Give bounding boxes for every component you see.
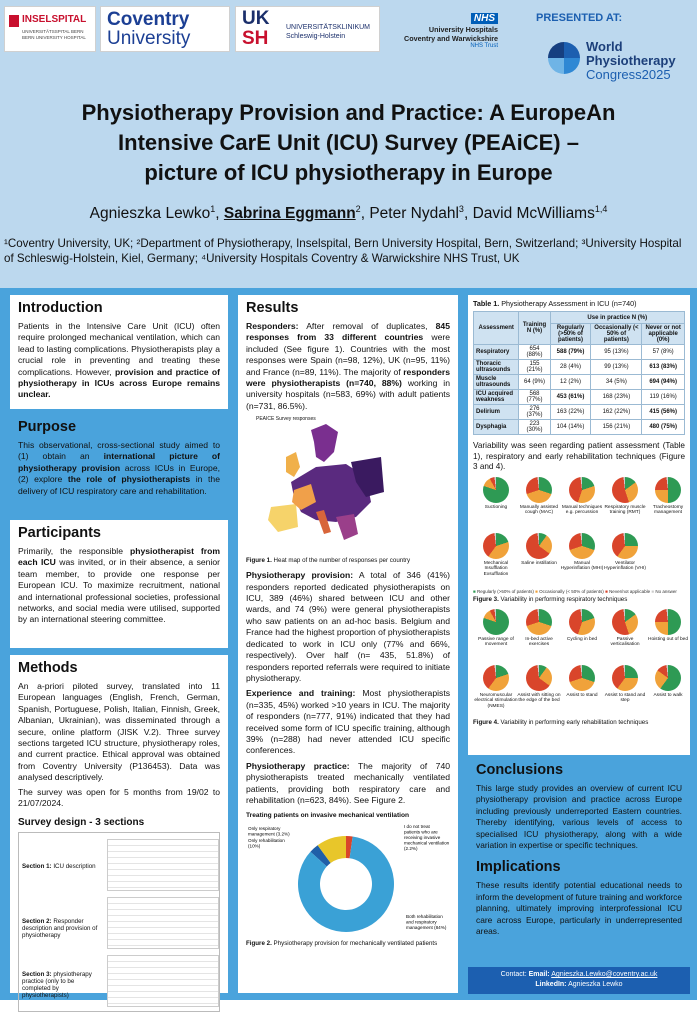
pie-icon bbox=[569, 609, 595, 635]
technique-pie bbox=[473, 609, 519, 648]
pie-icon bbox=[612, 609, 638, 635]
results-p4-b: Physiotherapy practice: bbox=[246, 760, 350, 771]
cell-training: 568 (77%) bbox=[519, 390, 550, 405]
cell-never: 415 (56%) bbox=[642, 405, 685, 420]
pie-icon bbox=[569, 533, 595, 559]
congress-line2: Physiotherapy bbox=[586, 53, 676, 68]
pie-label: Passive range of movement bbox=[478, 636, 514, 648]
methods-heading: Methods bbox=[18, 660, 78, 676]
pie-label: Assist to walk bbox=[653, 692, 683, 698]
pie-icon bbox=[655, 477, 681, 503]
results-p3-text: Most physiotherapists (n=335, 45%) worked >10 years in ICU. The majority of responders (n=777, 91%) indicated that they had received some form of ICU specific training, although 39% (n=288) had never attended ICU specific conferences. bbox=[246, 688, 451, 756]
purpose-panel bbox=[10, 414, 228, 508]
results-p1-b2: 845 responses from 33 different countries bbox=[246, 321, 450, 343]
purpose-t3: in the delivery of ICU respiratory care and rehabilitation. bbox=[18, 474, 220, 496]
cell-occ: 162 (22%) bbox=[591, 405, 642, 420]
cell-training: 223 (30%) bbox=[519, 420, 550, 435]
technique-pie bbox=[473, 533, 519, 578]
cell-occ: 168 (23%) bbox=[591, 390, 642, 405]
pie-label: Neuromuscular electrical stimulation (NMES) bbox=[474, 692, 518, 709]
contact-label: Contact: bbox=[500, 971, 527, 978]
legend-noans: No answer bbox=[655, 588, 677, 594]
conclusions-heading: Conclusions bbox=[476, 762, 564, 778]
europe-heat-map bbox=[256, 422, 386, 554]
survey-section-2 bbox=[22, 918, 102, 939]
contact-email-line bbox=[468, 970, 690, 980]
pie-label: Hoisting out of bed bbox=[647, 636, 688, 642]
pie-label: Manual techniques e.g. percussion bbox=[561, 504, 603, 516]
row-name: Thoracic ultrasounds bbox=[474, 360, 519, 375]
pie-label: Assist with sitting on the edge of the bed bbox=[517, 692, 561, 704]
figure-4-pies bbox=[473, 609, 688, 717]
table-row bbox=[474, 405, 685, 420]
congress-line3: Congress2025 bbox=[586, 67, 671, 82]
pie-label: Passive verticalisation bbox=[610, 636, 640, 648]
fig3-text: Variability in performing respiratory techniques bbox=[500, 595, 628, 603]
th-never: Never or not applicable (0%) bbox=[642, 324, 685, 345]
pie-icon bbox=[483, 477, 509, 503]
participants-t1: Primarily, the responsible bbox=[18, 546, 123, 556]
inselspital-subtitle: UNIVERSITÄTSSPITAL BERN BERN UNIVERSITY HOSPITAL bbox=[22, 29, 86, 40]
technique-pie bbox=[559, 609, 605, 643]
table-row bbox=[474, 345, 685, 360]
survey-screenshot-1 bbox=[107, 839, 219, 891]
technique-pie bbox=[602, 477, 648, 516]
table-row bbox=[474, 390, 685, 405]
survey-section-3 bbox=[22, 971, 102, 999]
cell-training: 654 (88%) bbox=[519, 345, 550, 360]
table-row bbox=[474, 360, 685, 375]
results-p1-t1: After removal of duplicates, bbox=[306, 321, 428, 331]
technique-pie bbox=[473, 665, 519, 710]
pie-icon bbox=[612, 665, 638, 691]
purpose-text bbox=[18, 440, 220, 497]
th-training: Training N (%) bbox=[519, 312, 550, 345]
table-row bbox=[474, 420, 685, 435]
fig1-label: Figure 1. bbox=[246, 557, 272, 565]
fig2-label: Figure 2. bbox=[246, 940, 272, 948]
cell-regular: 453 (61%) bbox=[550, 390, 591, 405]
fig3-label: Figure 3. bbox=[473, 595, 499, 603]
linkedin-label: LinkedIn: bbox=[535, 981, 567, 988]
fig2-text: Physiotherapy provision for mechanically ventilated patients bbox=[273, 940, 438, 948]
technique-pie bbox=[473, 477, 519, 511]
author-1: Agnieszka Lewko bbox=[89, 205, 211, 223]
author-list: Agnieszka Lewko$^1$, Sabrina Eggmann$^2$, Peter Nydahl$^3$, David McWilliams$^{1,4}$ bbox=[89, 204, 608, 223]
figure-2 bbox=[246, 812, 450, 940]
technique-pie bbox=[559, 477, 605, 516]
row-name: Respiratory bbox=[474, 345, 519, 360]
pie-label: Saline instillation bbox=[521, 560, 557, 566]
pie-icon bbox=[612, 477, 638, 503]
methods-p2: The survey was open for 5 months from 19/02 to 21/07/2024. bbox=[18, 786, 220, 809]
row-name: Delirium bbox=[474, 405, 519, 420]
purpose-t1: This observational, cross-sectional study aimed to (1) obtain an bbox=[18, 440, 220, 462]
pie-label: Tracheostomy management bbox=[652, 504, 684, 516]
cell-occ: 99 (13%) bbox=[591, 360, 642, 375]
coventry-line2: University bbox=[107, 28, 191, 49]
nhs-badge: NHS bbox=[471, 13, 498, 24]
poster-title bbox=[30, 98, 667, 188]
technique-pie bbox=[645, 477, 691, 516]
introduction-heading: Introduction bbox=[18, 300, 103, 316]
results-p1-t3: working in university hospitals (n=583, 69%) with adult patients (n=731, 86.5%). bbox=[246, 378, 450, 411]
pie-label: Only rehabilitation (10%) bbox=[248, 838, 285, 849]
cell-never: 480 (75%) bbox=[642, 420, 685, 435]
conclusions-text: This large study provides an overview of current ICU physiotherapy provision and practice across Europe including previously underreported Eastern countries. Thereby identifying, various levels of access to specialised ICU physiotherapy, along with a wide variation in expertise or specific techniques. bbox=[476, 783, 682, 851]
cell-occ: 95 (13%) bbox=[591, 345, 642, 360]
section-2-label: Section 2: bbox=[22, 918, 52, 926]
cell-regular: 12 (2%) bbox=[550, 375, 591, 390]
cell-never: 119 (16%) bbox=[642, 390, 685, 405]
uksh-logo bbox=[235, 6, 380, 52]
cell-training: 276 (37%) bbox=[519, 405, 550, 420]
title-line3: picture of ICU physiotherapy in Europe bbox=[144, 160, 553, 185]
introduction-text bbox=[18, 321, 220, 401]
table-1-text: Physiotherapy Assessment in ICU (n=740) bbox=[501, 299, 637, 308]
results-p2-b: Physiotherapy provision: bbox=[246, 570, 354, 581]
results-p4-text: The majority of 740 physiotherapists treated mechanically ventilated patients, providing both respiratory care and rehabilitation (n=623, 84%). See Figure 2. bbox=[246, 760, 451, 805]
purpose-b1: international picture of physiotherapy provision bbox=[18, 451, 220, 473]
table-1-label: Table 1. bbox=[473, 299, 500, 308]
methods-panel bbox=[10, 655, 228, 1000]
purpose-t2: across ICUs in Europe, (2) explore bbox=[18, 462, 221, 485]
email-label: Email: bbox=[528, 971, 550, 978]
inselspital-logo bbox=[4, 6, 96, 52]
congress-line1: World bbox=[586, 39, 623, 54]
purpose-heading: Purpose bbox=[18, 419, 77, 435]
pie-label: In-bed active exercises bbox=[525, 636, 553, 648]
fig1-text: Heat map of the number of responses per country bbox=[273, 557, 411, 565]
participants-t2: was invited, or in their absence, a senior team member, to provide one response per European ICU. To maximize recruitment, national and international professional societies, professional networks, and social media were utilised, supported by an international steering committee. bbox=[18, 557, 221, 625]
pie-label: Assist to stand and step bbox=[604, 692, 646, 704]
implications-heading: Implications bbox=[476, 859, 561, 876]
cell-regular: 588 (79%) bbox=[550, 345, 591, 360]
survey-screenshot-2 bbox=[107, 897, 219, 949]
results-p1 bbox=[246, 321, 450, 412]
contact-bar bbox=[468, 967, 690, 994]
pie-icon bbox=[612, 533, 638, 559]
survey-design-title: Survey design - 3 sections bbox=[18, 817, 145, 829]
pie-label: Mechanical Insufflation Exsufflation bbox=[483, 560, 509, 577]
pie-label: Both rehabilitation and respiratory management (84%) bbox=[406, 914, 447, 931]
row-name: Dysphagia bbox=[474, 420, 519, 435]
pie-label: Assist to stand bbox=[566, 692, 598, 698]
cell-training: 64 (9%) bbox=[519, 375, 550, 390]
pie-label: Ventilator Hyperinflation (VHI) bbox=[604, 560, 646, 572]
author-2-sup: 2 bbox=[355, 204, 361, 214]
section-3-label: Section 3: bbox=[22, 971, 52, 979]
results-panel bbox=[238, 295, 458, 993]
pie-icon bbox=[526, 665, 552, 691]
introduction-panel bbox=[10, 295, 228, 409]
technique-pie bbox=[516, 609, 562, 648]
assessment-table bbox=[473, 311, 685, 435]
technique-pie bbox=[559, 533, 605, 572]
technique-pie bbox=[516, 533, 562, 567]
implications-text: These results identify potential educational needs to inform the development of future training and workforce planning, ultimately improving interprofessional ICU care across Europe, particularly in underrepresented areas. bbox=[476, 880, 682, 937]
author-2: Sabrina Eggmann bbox=[223, 205, 356, 223]
cell-training: 155 (21%) bbox=[519, 360, 550, 375]
pie-label: Manually assisted cough (MAC) bbox=[519, 504, 559, 516]
pie-icon bbox=[569, 477, 595, 503]
row-name: ICU acquired weakness bbox=[474, 390, 519, 405]
title-line2: Intensive CarE Unit (ICU) Survey (PEAiCE) – bbox=[118, 130, 579, 155]
legend-regular: Regularly (>50% of patients) bbox=[476, 588, 534, 594]
results-heading: Results bbox=[246, 300, 299, 316]
th-assessment: Assessment bbox=[474, 312, 519, 345]
section-2-text: Responder description and provision of physiotherapy bbox=[22, 918, 98, 940]
cell-never: 694 (94%) bbox=[642, 375, 685, 390]
survey-section-1 bbox=[22, 863, 102, 870]
fig4-label: Figure 4. bbox=[473, 718, 499, 726]
pie-icon bbox=[483, 609, 509, 635]
purpose-b2: the role of physiotherapists bbox=[67, 474, 191, 485]
pie-icon bbox=[483, 665, 509, 691]
contact-email-link[interactable]: Agnieszka.Lewko@coventry.ac.uk bbox=[551, 971, 658, 978]
figure-3-caption bbox=[473, 596, 685, 603]
results-p1-b1: Responders: bbox=[246, 321, 299, 331]
author-3-sup: 3 bbox=[458, 204, 464, 214]
coventry-line1: Coventry bbox=[107, 9, 190, 30]
figure-3-legend: ■ Regularly (>50% of patients) ■ Occasionally (< 50% of patients) ■ Never/not applicable ■ No answer bbox=[473, 588, 677, 594]
figure-4-caption bbox=[473, 719, 685, 726]
conclusions-panel bbox=[468, 758, 690, 966]
cell-regular: 104 (14%) bbox=[550, 420, 591, 435]
pie-icon bbox=[526, 533, 552, 559]
uksh-line1: UK bbox=[242, 8, 270, 29]
section-3-text: physiotherapy practice (only to be completed by physiotherapists) bbox=[22, 971, 92, 1000]
presented-at: PRESENTED AT: bbox=[536, 12, 623, 24]
table-1-caption bbox=[473, 299, 685, 308]
methods-p1: An a-priori piloted survey, translated into 11 European languages (English, French, German, Spanish, Portuguese, Polish, Italian, Finnish, Greek, Albanian, Ukrainian), was disseminated through a secure, online platform (JISK V.2). Three survey sections targeted ICU structure, physiotherapy roles, and current practice. Ethical approval was obtained from Coventry University (P136453). Data was analysed descriptively. bbox=[18, 681, 220, 783]
th-regular: Regularly (>50% of patients) bbox=[550, 324, 591, 345]
figure-2-title: Treating patients on invasive mechanical ventilation bbox=[246, 812, 410, 820]
technique-pie bbox=[645, 609, 691, 643]
map-iberia bbox=[268, 504, 298, 532]
technique-pie bbox=[602, 533, 648, 572]
results-p4 bbox=[246, 761, 450, 807]
legend-occ: Occasionally (< 50% of patients) bbox=[539, 588, 604, 594]
results-p2 bbox=[246, 570, 450, 684]
figure-2-caption bbox=[246, 940, 450, 947]
section-1-text: ICU description bbox=[53, 863, 96, 871]
pie-label: Suctioning bbox=[484, 504, 508, 510]
technique-pie bbox=[602, 609, 648, 648]
introduction-p1: Patients in the Intensive Care Unit (ICU) often require prolonged mechanical ventilation, which can lead to lasting complications. Physiotherapists play a crucial role in preventing and treating these complications. However, bbox=[18, 321, 220, 377]
pie-label: Only respiratory management (3.2%) bbox=[248, 826, 290, 837]
table-row bbox=[474, 375, 685, 390]
survey-design-box bbox=[18, 832, 220, 1012]
introduction-bold: provision and practice of physiotherapy in ICUs across Europe remains unclear. bbox=[18, 366, 220, 400]
pie-label: Respiratory muscle training (RMT) bbox=[604, 504, 646, 516]
th-use: Use in practice N (%) bbox=[550, 312, 684, 324]
section-1-label: Section 1: bbox=[22, 863, 52, 871]
technique-pie bbox=[645, 665, 691, 699]
cell-regular: 163 (22%) bbox=[550, 405, 591, 420]
author-4: David McWilliams bbox=[472, 205, 595, 223]
figure-3-pies bbox=[473, 477, 685, 589]
uksh-line2: SH bbox=[242, 28, 269, 49]
contact-linkedin-link[interactable]: Agnieszka Lewko bbox=[568, 981, 623, 988]
nhs-logo bbox=[386, 8, 498, 52]
poster-header bbox=[0, 0, 697, 288]
nhs-trust: NHS Trust bbox=[470, 43, 498, 49]
th-occasional: Occasionally (< 50% of patients) bbox=[591, 324, 642, 345]
pie-icon bbox=[655, 665, 681, 691]
participants-panel bbox=[10, 520, 228, 648]
table-figures-panel bbox=[468, 295, 690, 755]
cell-never: 57 (8%) bbox=[642, 345, 685, 360]
participants-heading: Participants bbox=[18, 525, 101, 541]
results-p3-b: Experience and training: bbox=[246, 688, 356, 699]
map-title: PEAICE Survey responses bbox=[256, 416, 316, 423]
uksh-name: UNIVERSITÄTSKLINIKUM Schleswig-Holstein bbox=[286, 24, 371, 40]
congress-logo bbox=[548, 40, 688, 92]
inselspital-name: INSELSPITAL bbox=[22, 14, 87, 25]
pie-icon bbox=[569, 665, 595, 691]
pie-icon bbox=[483, 533, 509, 559]
cell-never: 613 (83%) bbox=[642, 360, 685, 375]
pie-label: Manual Hyperinflation (MHI) bbox=[560, 560, 604, 572]
legend-never: Never/not applicable bbox=[609, 588, 651, 594]
results-p3 bbox=[246, 688, 450, 756]
pie-icon bbox=[526, 477, 552, 503]
technique-pie bbox=[559, 665, 605, 699]
cell-occ: 156 (21%) bbox=[591, 420, 642, 435]
map-uk bbox=[286, 452, 300, 477]
pie-icon bbox=[526, 609, 552, 635]
inselspital-emblem bbox=[9, 15, 19, 27]
participants-b1: physiotherapist from each ICU bbox=[18, 546, 220, 568]
map-scandinavia bbox=[311, 424, 338, 462]
fig4-text: Variability in performing early rehabilitation techniques bbox=[500, 718, 649, 726]
pie-label: I do not treat patients who are receiving invasive mechanical ventilation (2.2%) bbox=[404, 824, 450, 852]
results-p2-text: A total of 346 (41%) responders reported dedicated physiotherapists on ICU, 389 (46%) shared between ICU and other wards, and 74 (9%) were general physiotherapists who saw patients on an ad-hoc basis. Belgium and France had the highest proportion of physiotherapists dedicated to work in ICU only (77% and 66%, respectively). Over half (n= 435, 51.8%) of responders reported referrals were required to initiate physiotherapy. bbox=[246, 570, 450, 683]
variability-text: Variability was seen regarding patient assessment (Table 1), respiratory and early rehabilitation techniques (Figure 3 and 4). bbox=[473, 441, 685, 472]
title-line1: Physiotherapy Provision and Practice: A EuropeAn bbox=[81, 100, 616, 125]
affiliations: ¹Coventry University, UK; ²Department of Physiotherapy, Inselspital, Bern University Hospital, Bern, Switzerland; ³University Hospital of Schleswig-Holstein, Kiel, Germany; ⁴University Hospitals Coventry & Warwickshire NHS Trust, UK bbox=[4, 237, 682, 265]
technique-pie bbox=[516, 477, 562, 516]
pie-icon bbox=[655, 609, 681, 635]
cell-regular: 28 (4%) bbox=[550, 360, 591, 375]
contact-linkedin-line bbox=[468, 980, 690, 990]
pie-label: Cycling in bed bbox=[566, 636, 598, 642]
map-balkans bbox=[336, 514, 358, 540]
congress-globe-icon bbox=[548, 42, 580, 74]
technique-pie bbox=[516, 665, 562, 704]
heat-map-figure bbox=[256, 416, 386, 556]
author-4-sup: 1,4 bbox=[594, 204, 608, 214]
author-3: Peter Nydahl bbox=[369, 205, 459, 223]
results-p1-t2: were included (See figure 1). Countries with the most responses were Spain (n=98, 12%), UK (n=95, 11%) and France (n=89, 11%). The majority of bbox=[246, 332, 450, 377]
technique-pie bbox=[602, 665, 648, 704]
mv-pie-chart bbox=[246, 822, 450, 940]
row-name: Muscle ultrasounds bbox=[474, 375, 519, 390]
cell-occ: 34 (5%) bbox=[591, 375, 642, 390]
results-p1-b3: responders were physiotherapists (n=740, 88%) bbox=[246, 366, 451, 389]
author-1-sup: 1 bbox=[210, 204, 216, 214]
participants-text bbox=[18, 546, 220, 626]
nhs-name: University Hospitals Coventry and Warwickshire bbox=[404, 25, 498, 43]
coventry-logo bbox=[100, 6, 230, 52]
